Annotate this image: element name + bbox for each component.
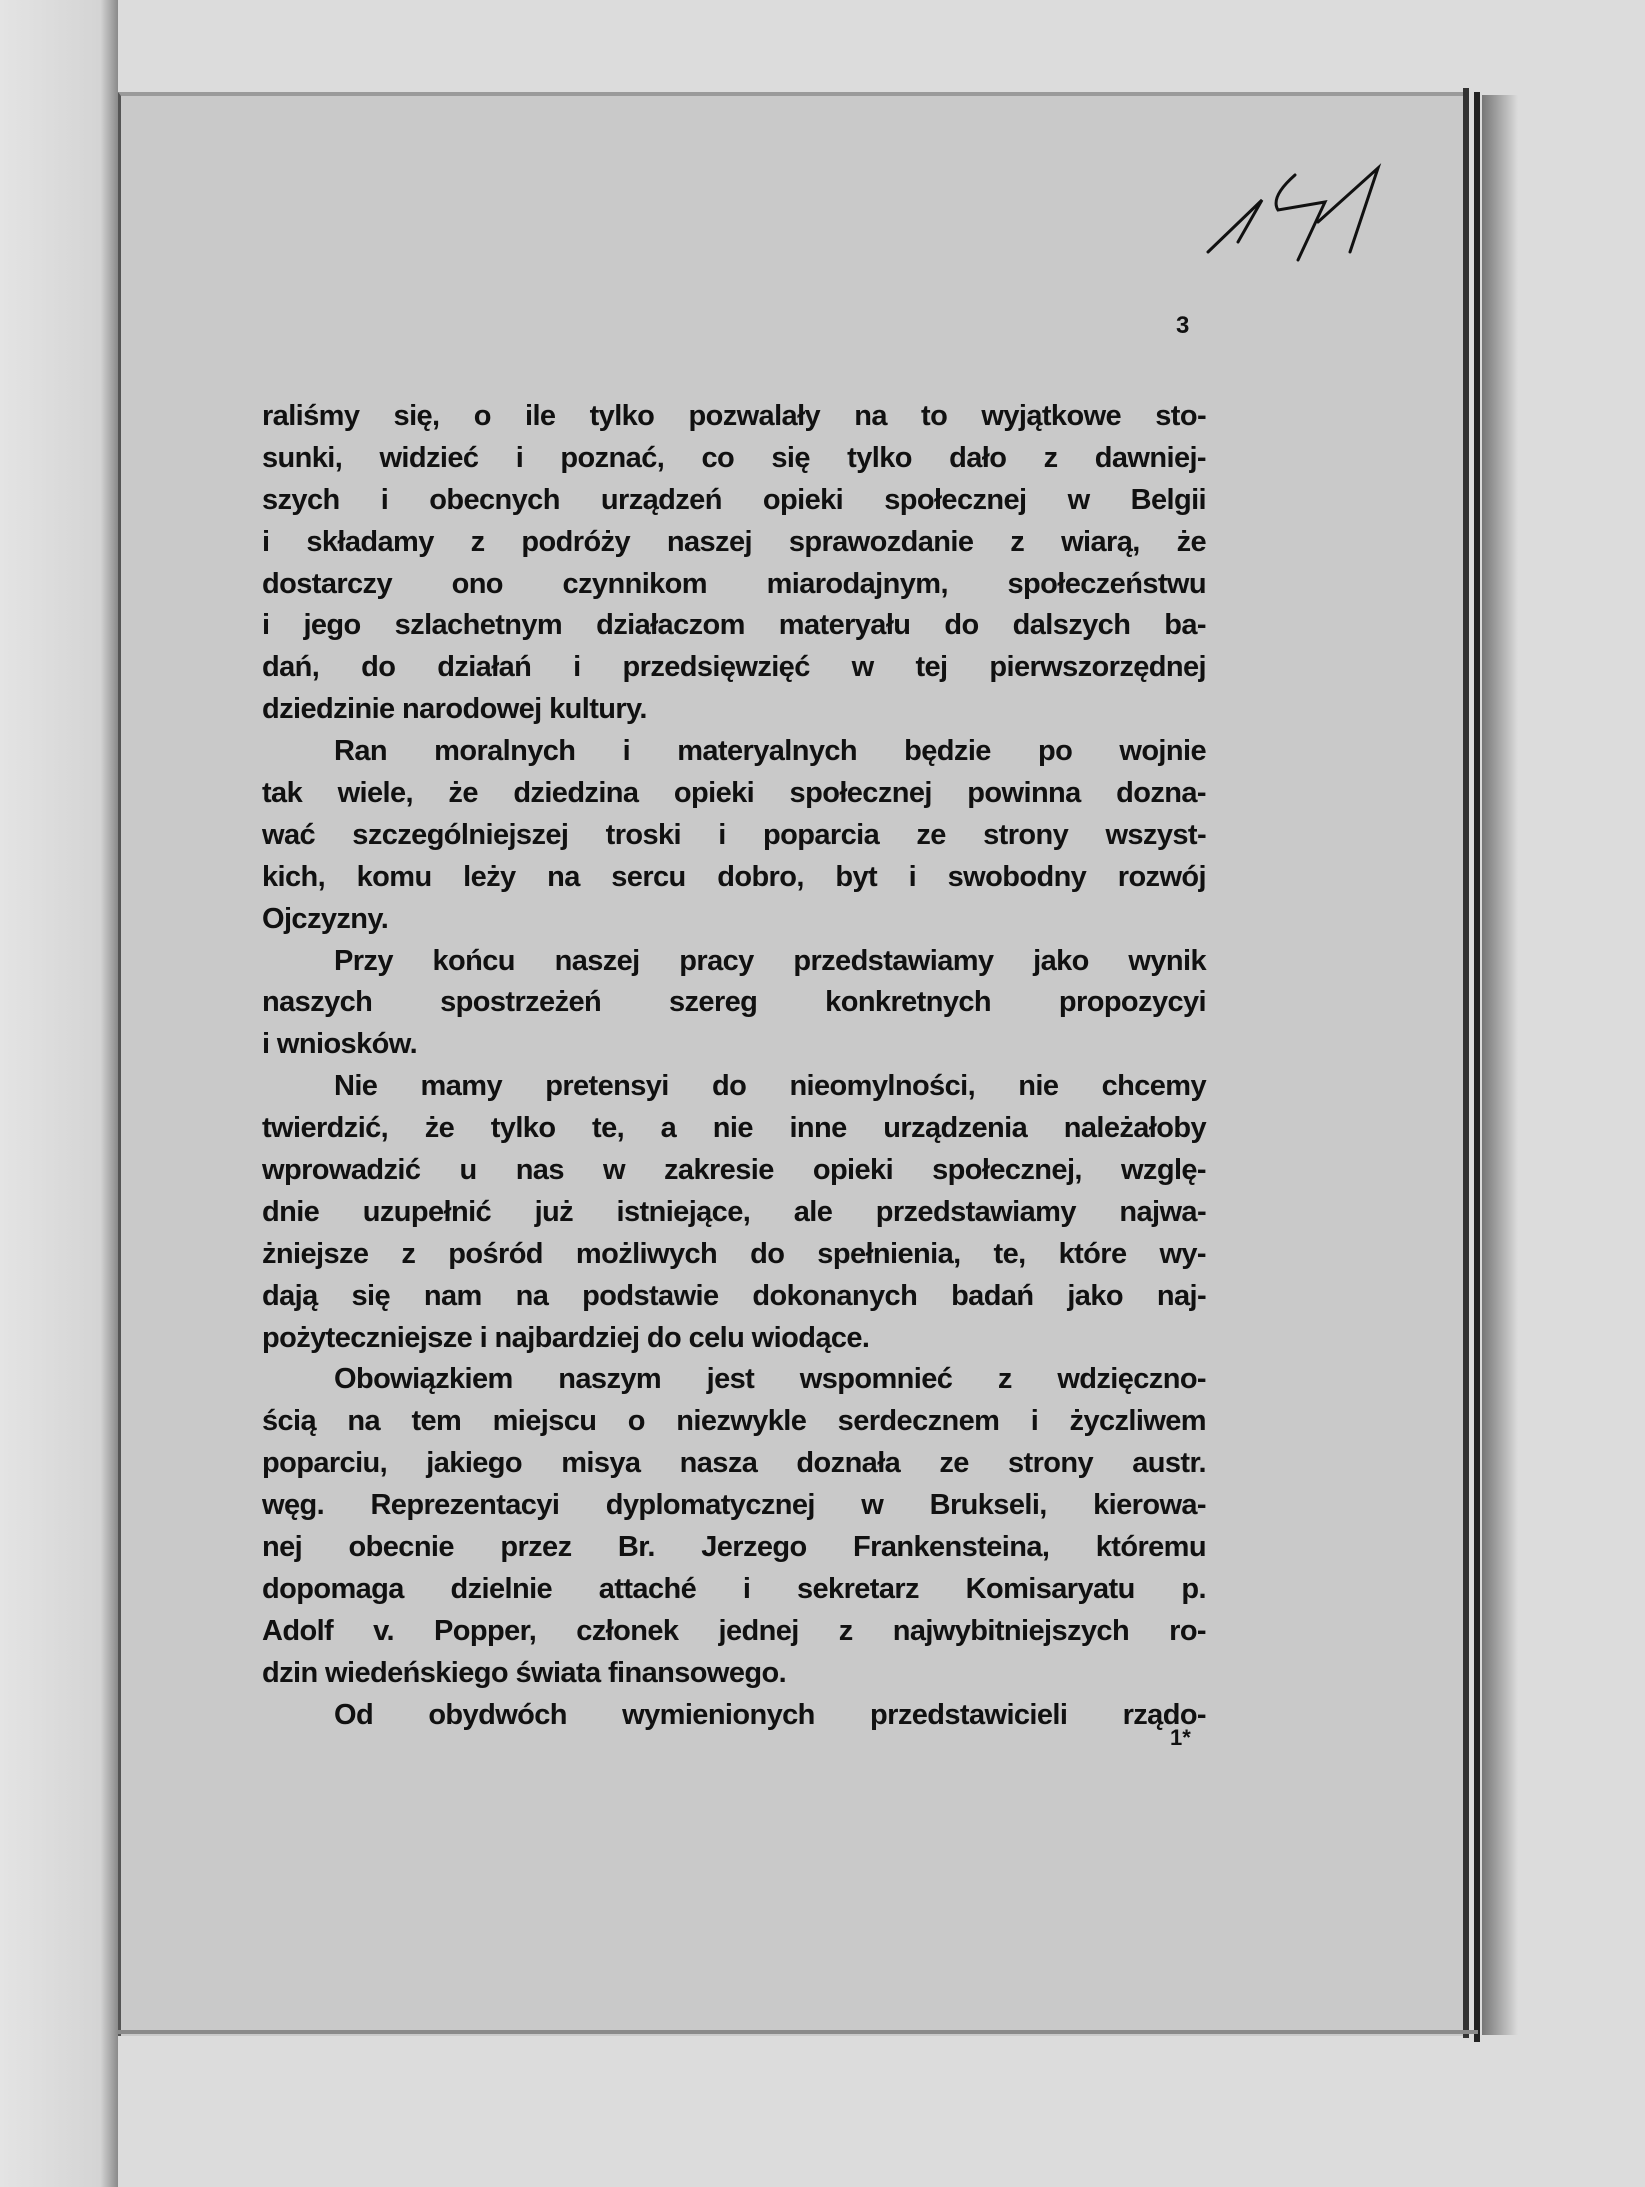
text-line: sunki, widzieć i poznać, co się tylko dało z dawniej- xyxy=(262,441,1206,474)
text-line: Adolf v. Popper, członek jednej z najwybitniejszych ro- xyxy=(262,1614,1206,1647)
text-line: żniejsze z pośród możliwych do spełnienia, te, które wy- xyxy=(262,1237,1206,1270)
text-line: tak wiele, że dziedzina opieki społecznej powinna dozna- xyxy=(262,777,1206,810)
text-line: raliśmy się, o ile tylko pozwalały na to wyjątkowe sto- xyxy=(262,400,1206,432)
text-line: kich, komu leży na sercu dobro, byt i swobodny rozwój xyxy=(262,860,1206,893)
text-line: Nie mamy pretensyi do nieomylności, nie chcemy xyxy=(334,1070,1206,1103)
text-line: dostarczy ono czynnikom miarodajnym, społeczeństwu xyxy=(262,567,1206,600)
text-line: dzin wiedeńskiego świata finansowego. xyxy=(262,1656,787,1689)
text-line: dań, do działań i przedsięwzięć w tej pierwszorzędnej xyxy=(262,651,1206,684)
page-bottom-edge xyxy=(118,2030,1478,2034)
page-edge xyxy=(1474,92,1480,2042)
text-line: naszych spostrzeżeń szereg konkretnych propozycyi xyxy=(262,986,1206,1019)
text-line: i jego szlachetnym działaczom materyału do dalszych ba- xyxy=(262,609,1206,642)
text-line: szych i obecnych urządzeń opieki społecznej w Belgii xyxy=(262,483,1206,516)
text-line: ścią na tem miejscu o niezwykle serdecznem i życzliwem xyxy=(262,1405,1206,1438)
page-number: 3 xyxy=(1176,312,1190,339)
text-line: pożyteczniejsze i najbardziej do celu wiodące. xyxy=(262,1321,870,1354)
text-line: poparciu, jakiego misya nasza doznała ze strony austr. xyxy=(262,1447,1206,1480)
text-line: węg. Reprezentacyi dyplomatycznej w Brukseli, kierowa- xyxy=(262,1489,1206,1522)
text-line: dziedzinie narodowej kultury. xyxy=(262,693,647,726)
text-line: Ojczyzny. xyxy=(262,902,389,935)
body-text xyxy=(262,396,1206,1737)
text-line: Ran moralnych i materyalnych będzie po wojnie xyxy=(334,735,1206,768)
text-line: wprowadzić u nas w zakresie opieki społecznej, wzglę- xyxy=(262,1154,1206,1187)
text-line: twierdzić, że tylko te, a nie inne urządzenia należałoby xyxy=(262,1112,1206,1145)
text-line: wać szczególniejszej troski i poparcia ze strony wszyst- xyxy=(262,818,1206,851)
signature-mark: 1* xyxy=(1170,1725,1191,1750)
text-line: nej obecnie przez Br. Jerzego Frankensteina, któremu xyxy=(262,1531,1206,1564)
text-line: dopomaga dzielnie attaché i sekretarz Komisaryatu p. xyxy=(262,1572,1206,1605)
scan-background-left xyxy=(0,0,118,2187)
page-shadow xyxy=(1482,95,1518,2035)
page-edge xyxy=(1463,88,1469,2038)
text-line: i wniosków. xyxy=(262,1028,418,1061)
text-line: i składamy z podróży naszej sprawozdanie z wiarą, że xyxy=(262,525,1206,558)
text-line: Przy końcu naszej pracy przedstawiamy jako wynik xyxy=(334,944,1206,977)
text-line: Obowiązkiem naszym jest wspomnieć z wdzięczno- xyxy=(334,1363,1206,1396)
handwritten-folio-number xyxy=(1200,160,1390,265)
text-line: dnie uzupełnić już istniejące, ale przedstawiamy najwa- xyxy=(262,1195,1206,1228)
text-line: Od obydwóch wymienionych przedstawicieli rządo- xyxy=(334,1698,1206,1731)
text-line: dają się nam na podstawie dokonanych badań jako naj- xyxy=(262,1279,1206,1312)
